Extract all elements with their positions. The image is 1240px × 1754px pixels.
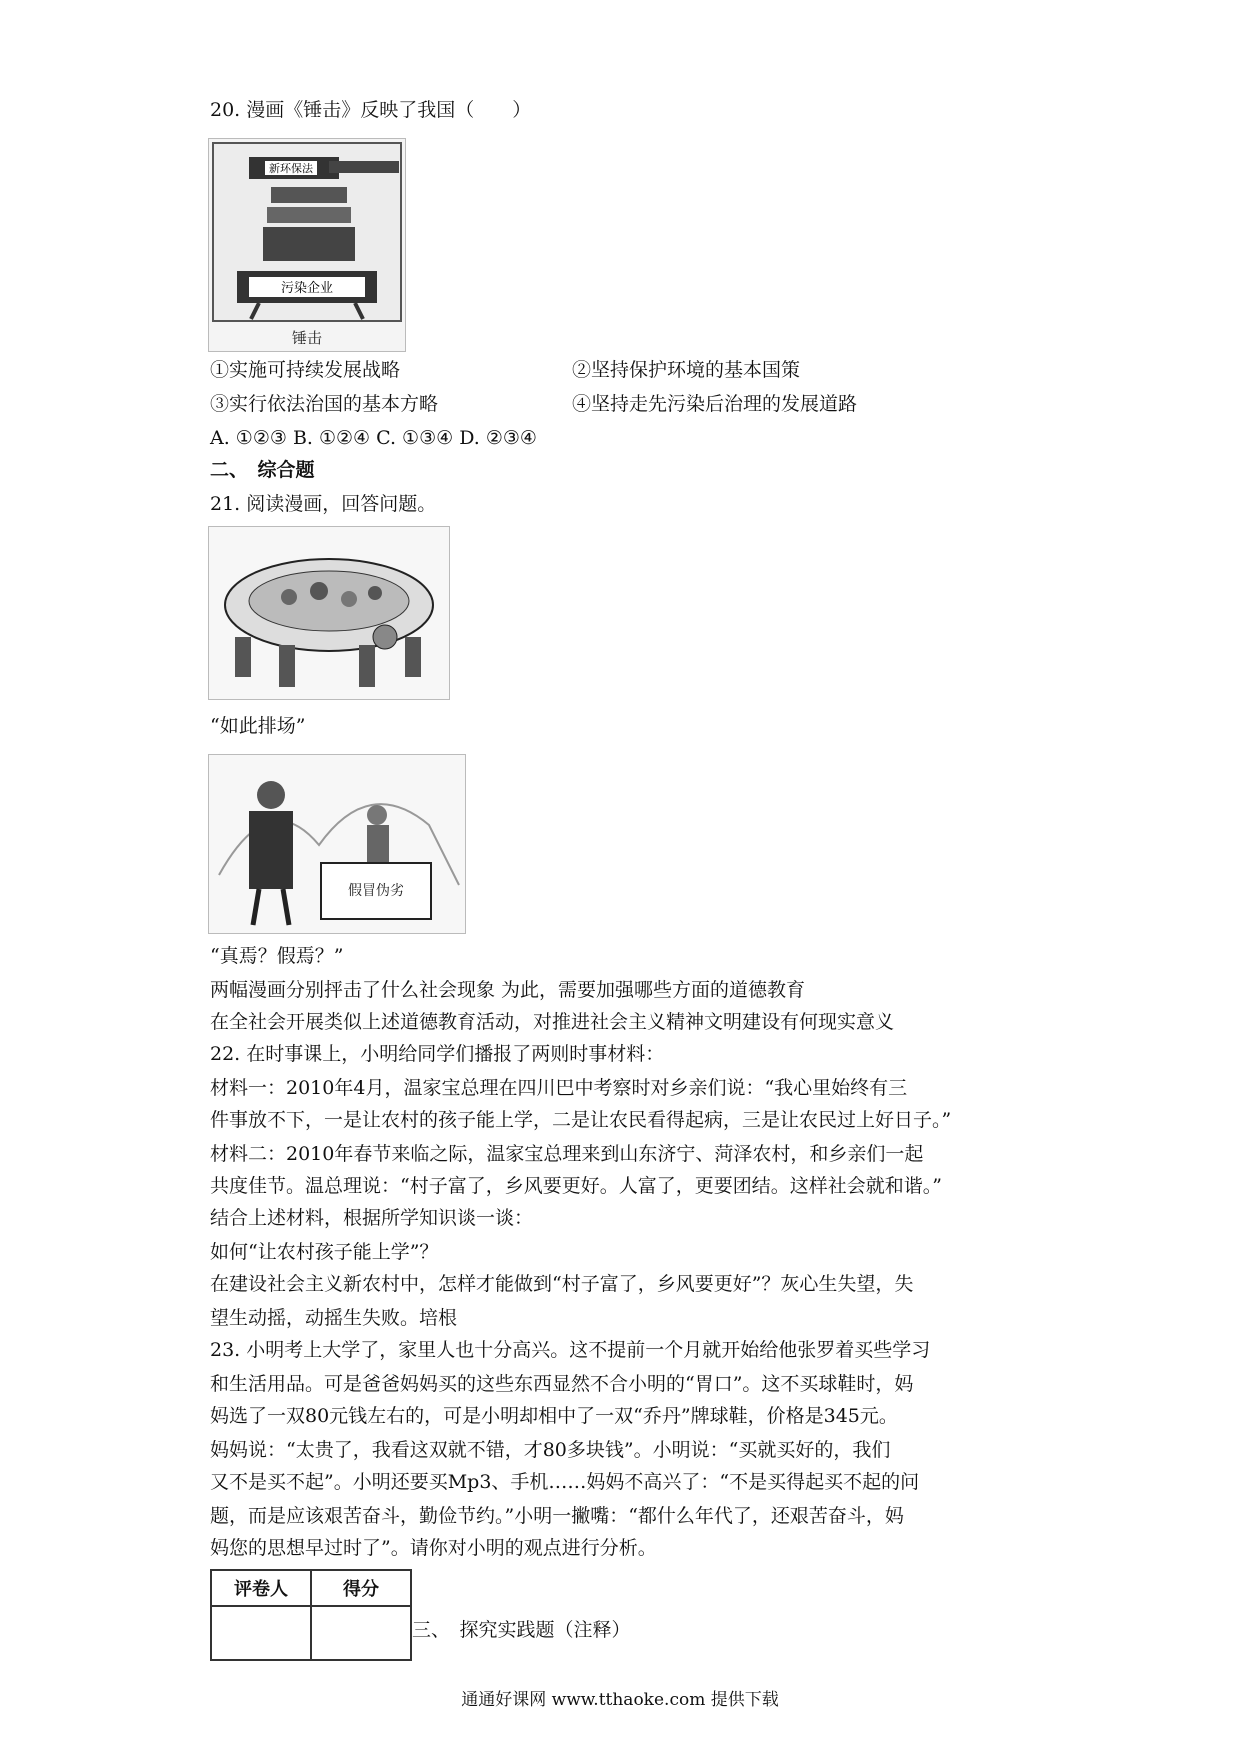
q20-option-4: ④坚持走先污染后治理的发展道路: [572, 393, 858, 415]
q21-subquestion-1: 两幅漫画分别抨击了什么社会现象 为此，需要加强哪些方面的道德教育: [210, 979, 806, 1001]
section2-title: 二、 综合题: [210, 459, 315, 481]
grader-cell: [211, 1606, 311, 1660]
q21-subquestion-2: 在全社会开展类似上述道德教育活动，对推进社会主义精神文明建设有何现实意义: [210, 1011, 895, 1033]
q22-line: 件事放不下，一是让农村的孩子能上学，二是让农民看得起病，三是让农民过上好日子。”: [210, 1109, 952, 1131]
q22-line: 22. 在时事课上，小明给同学们播报了两则时事材料：: [210, 1043, 665, 1065]
grader-header: 评卷人: [211, 1570, 311, 1606]
q20-stem: 20. 漫画《锤击》反映了我国（ ）: [210, 99, 532, 121]
hammer-cartoon-caption: 锤击: [291, 329, 323, 347]
q23-line: 题，而是应该艰苦奋斗，勤俭节约。”小明一撇嘴：“都什么年代了，还艰苦奋斗，妈: [210, 1505, 904, 1527]
svg-text:新环保法: 新环保法: [269, 162, 313, 175]
q22-line: 望生动摇，动摇生失败。培根: [210, 1307, 458, 1329]
q23-line: 妈妈说：“太贵了，我看这双就不错，才80多块钱”。小明说：“买就买好的，我们: [210, 1439, 891, 1461]
q21-stem: 21. 阅读漫画，回答问题。: [210, 493, 437, 515]
q22-line: 结合上述材料，根据所学知识谈一谈：: [210, 1207, 534, 1229]
q23-line: 23. 小明考上大学了，家里人也十分高兴。这不提前一个月就开始给他张罗着买些学习: [210, 1339, 931, 1361]
svg-text:污染企业: 污染企业: [280, 281, 334, 296]
q23-line: 妈选了一双80元钱左右的，可是小明却相中了一双“乔丹”牌球鞋，价格是345元。: [210, 1405, 898, 1427]
q20-option-2: ②坚持保护环境的基本国策: [572, 359, 801, 381]
q23-line: 妈您的思想早过时了”。请你对小明的观点进行分析。: [210, 1537, 657, 1559]
svg-text:假冒伪劣: 假冒伪劣: [348, 883, 404, 899]
q20-option-3: ③实行依法治国的基本方略: [210, 393, 439, 415]
q21-caption-1: “如此排场”: [210, 715, 306, 737]
fake-goods-cartoon-image: [208, 754, 466, 934]
footer-source: 通通好课网 www.tthaoke.com 提供下载: [461, 1690, 779, 1710]
q22-line: 材料二：2010年春节来临之际，温家宝总理来到山东济宁、菏泽农村，和乡亲们一起: [210, 1143, 924, 1165]
hammer-cartoon-image: [208, 138, 406, 352]
q21-caption-2: “真焉？假焉？”: [210, 945, 344, 967]
score-cell: [311, 1606, 411, 1660]
q20-choices: A. ①②③ B. ①②④ C. ①③④ D. ②③④: [210, 427, 537, 449]
q23-line: 又不是买不起”。小明还要买Mp3、手机……妈妈不高兴了：“不是买得起买不起的问: [210, 1471, 920, 1493]
q23-line: 和生活用品。可是爸爸妈妈买的这些东西显然不合小明的“胃口”。这不买球鞋时，妈: [210, 1373, 914, 1395]
section3-title: 三、 探究实践题（注释）: [412, 1619, 631, 1641]
q22-line: 材料一：2010年4月，温家宝总理在四川巴中考察时对乡亲们说：“我心里始终有三: [210, 1077, 908, 1099]
q20-option-1: ①实施可持续发展战略: [210, 359, 401, 381]
q22-line: 如何“让农村孩子能上学”？: [210, 1241, 439, 1263]
q22-line: 在建设社会主义新农村中，怎样才能做到“村子富了，乡风要更好”？灰心生失望，失: [210, 1273, 914, 1295]
score-header: 得分: [311, 1570, 411, 1606]
score-table: [210, 1569, 412, 1661]
q22-line: 共度佳节。温总理说：“村子富了，乡风要更好。人富了，更要团结。这样社会就和谐。”: [210, 1175, 942, 1197]
banquet-cartoon-image: [208, 526, 450, 700]
